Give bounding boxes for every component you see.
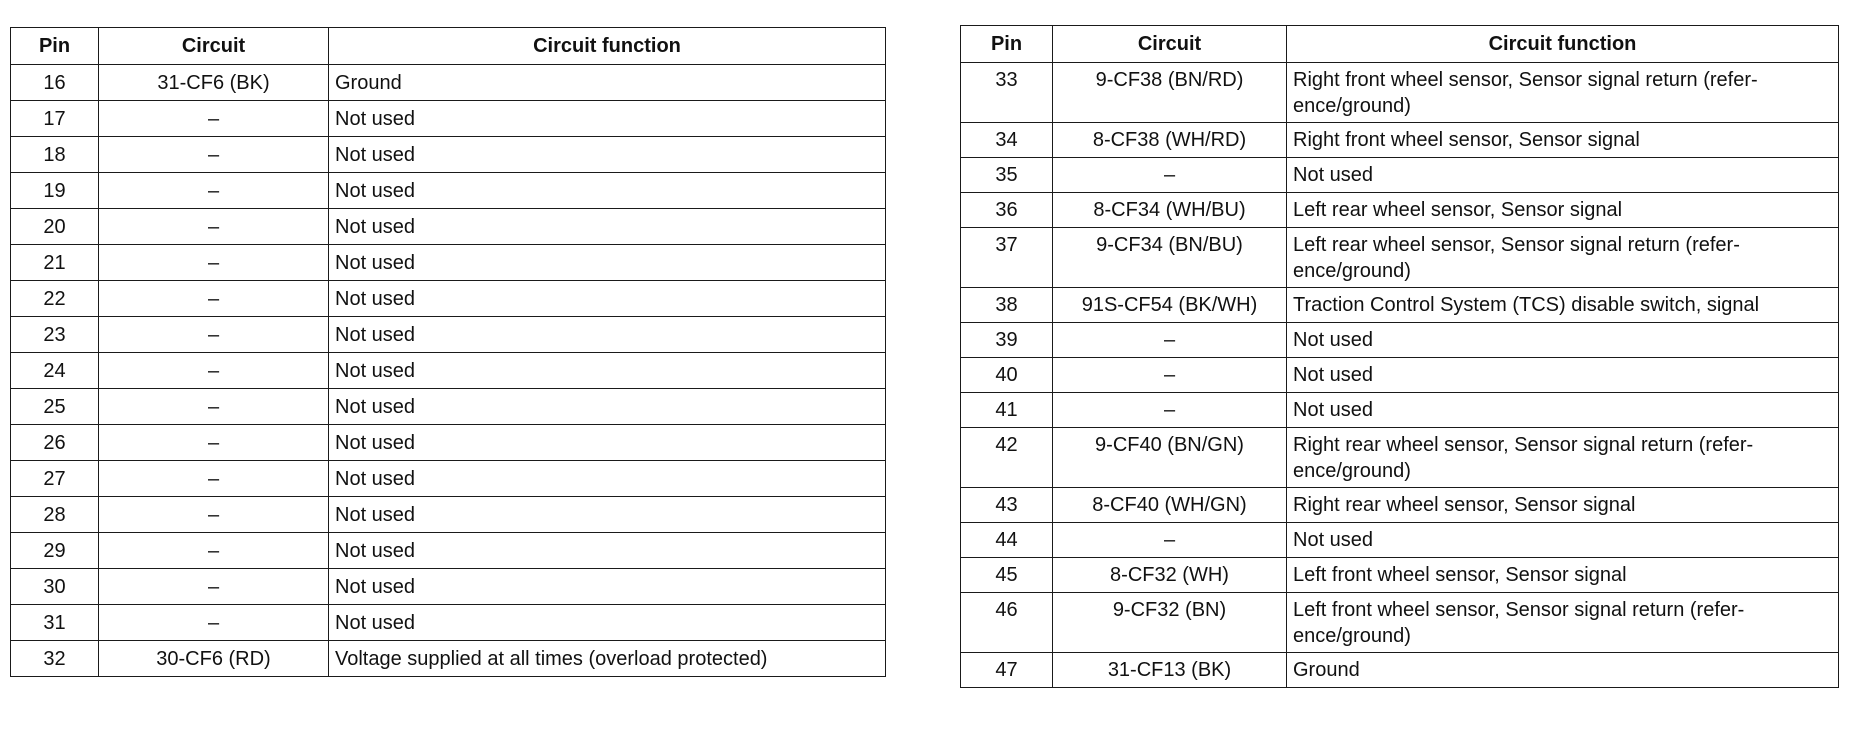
pin-cell: 33	[961, 63, 1053, 123]
table-row	[961, 488, 1839, 523]
circuit-function-cell: Not used	[329, 389, 886, 425]
circuit-cell: 31-CF13 (BK)	[1053, 653, 1287, 688]
pin-cell: 18	[11, 137, 99, 173]
circuit-cell: –	[99, 137, 329, 173]
table-row	[11, 137, 886, 173]
pin-cell: 27	[11, 461, 99, 497]
table-row	[961, 523, 1839, 558]
table-row	[11, 533, 886, 569]
table-row	[961, 193, 1839, 228]
pin-cell: 37	[961, 228, 1053, 288]
table-row	[961, 653, 1839, 688]
circuit-function-cell: Voltage supplied at all times (overload protected)	[329, 641, 886, 677]
table-row	[11, 65, 886, 101]
pin-cell: 29	[11, 533, 99, 569]
circuit-cell: –	[1053, 393, 1287, 428]
table-row	[11, 353, 886, 389]
circuit-function-cell: Not used	[329, 533, 886, 569]
table-row	[961, 323, 1839, 358]
table-row	[11, 389, 886, 425]
header-circuit-function: Circuit function	[329, 28, 886, 65]
pin-cell: 34	[961, 123, 1053, 158]
circuit-function-cell: Not used	[329, 245, 886, 281]
circuit-cell: 8-CF32 (WH)	[1053, 558, 1287, 593]
circuit-function-cell: Not used	[329, 425, 886, 461]
circuit-function-cell: Not used	[1287, 523, 1839, 558]
circuit-cell: –	[99, 209, 329, 245]
pin-cell: 23	[11, 317, 99, 353]
circuit-function-cell: Right rear wheel sensor, Sensor signal return (refer-ence/ground)	[1287, 428, 1839, 488]
circuit-function-cell: Not used	[329, 101, 886, 137]
pin-cell: 22	[11, 281, 99, 317]
circuit-cell: 91S-CF54 (BK/WH)	[1053, 288, 1287, 323]
circuit-cell: –	[1053, 323, 1287, 358]
pin-cell: 19	[11, 173, 99, 209]
table-row	[961, 228, 1839, 288]
circuit-function-cell: Not used	[329, 605, 886, 641]
header-pin: Pin	[961, 26, 1053, 63]
pin-cell: 21	[11, 245, 99, 281]
circuit-function-cell: Ground	[1287, 653, 1839, 688]
circuit-cell: –	[99, 389, 329, 425]
circuit-function-cell: Right rear wheel sensor, Sensor signal	[1287, 488, 1839, 523]
header-circuit: Circuit	[99, 28, 329, 65]
header-circuit-function: Circuit function	[1287, 26, 1839, 63]
pin-cell: 30	[11, 569, 99, 605]
pin-cell: 20	[11, 209, 99, 245]
circuit-cell: –	[99, 281, 329, 317]
circuit-cell: 8-CF34 (WH/BU)	[1053, 193, 1287, 228]
circuit-function-cell: Left rear wheel sensor, Sensor signal	[1287, 193, 1839, 228]
table-row	[11, 317, 886, 353]
circuit-function-cell: Not used	[1287, 158, 1839, 193]
table-row	[11, 569, 886, 605]
circuit-cell: –	[1053, 358, 1287, 393]
circuit-function-cell: Not used	[329, 209, 886, 245]
table-row	[11, 209, 886, 245]
circuit-cell: –	[99, 173, 329, 209]
table-row	[11, 497, 886, 533]
circuit-cell: –	[99, 461, 329, 497]
table-row	[11, 101, 886, 137]
circuit-function-cell: Not used	[1287, 358, 1839, 393]
pin-cell: 44	[961, 523, 1053, 558]
pin-cell: 36	[961, 193, 1053, 228]
circuit-cell: –	[99, 569, 329, 605]
pin-cell: 42	[961, 428, 1053, 488]
circuit-cell: 9-CF38 (BN/RD)	[1053, 63, 1287, 123]
header-pin: Pin	[11, 28, 99, 65]
pin-cell: 24	[11, 353, 99, 389]
pin-table-right	[960, 25, 1839, 688]
pin-cell: 43	[961, 488, 1053, 523]
table-row	[961, 123, 1839, 158]
circuit-cell: –	[99, 533, 329, 569]
circuit-function-cell: Not used	[329, 281, 886, 317]
pin-cell: 41	[961, 393, 1053, 428]
pin-cell: 26	[11, 425, 99, 461]
pin-table-left	[10, 27, 886, 677]
table-header-row	[11, 28, 886, 65]
circuit-cell: 9-CF40 (BN/GN)	[1053, 428, 1287, 488]
table-row	[961, 63, 1839, 123]
circuit-cell: –	[99, 605, 329, 641]
pin-cell: 31	[11, 605, 99, 641]
circuit-cell: –	[99, 245, 329, 281]
circuit-function-cell: Traction Control System (TCS) disable switch, signal	[1287, 288, 1839, 323]
circuit-cell: 8-CF38 (WH/RD)	[1053, 123, 1287, 158]
circuit-function-cell: Not used	[1287, 323, 1839, 358]
table-header-row	[961, 26, 1839, 63]
circuit-function-cell: Ground	[329, 65, 886, 101]
table-row	[11, 641, 886, 677]
circuit-function-cell: Left front wheel sensor, Sensor signal	[1287, 558, 1839, 593]
header-circuit: Circuit	[1053, 26, 1287, 63]
circuit-function-cell: Not used	[329, 173, 886, 209]
circuit-cell: –	[1053, 158, 1287, 193]
circuit-function-cell: Left front wheel sensor, Sensor signal return (refer-ence/ground)	[1287, 593, 1839, 653]
table-row	[11, 425, 886, 461]
circuit-cell: –	[99, 317, 329, 353]
circuit-cell: 9-CF34 (BN/BU)	[1053, 228, 1287, 288]
pin-cell: 46	[961, 593, 1053, 653]
pin-cell: 45	[961, 558, 1053, 593]
table-row	[11, 245, 886, 281]
circuit-cell: 9-CF32 (BN)	[1053, 593, 1287, 653]
circuit-function-cell: Not used	[329, 317, 886, 353]
pin-cell: 40	[961, 358, 1053, 393]
circuit-cell: –	[99, 425, 329, 461]
table-row	[961, 288, 1839, 323]
pin-cell: 38	[961, 288, 1053, 323]
circuit-cell: 31-CF6 (BK)	[99, 65, 329, 101]
table-row	[11, 461, 886, 497]
pin-cell: 16	[11, 65, 99, 101]
circuit-cell: 8-CF40 (WH/GN)	[1053, 488, 1287, 523]
circuit-cell: –	[99, 101, 329, 137]
table-row	[11, 281, 886, 317]
pin-cell: 17	[11, 101, 99, 137]
circuit-cell: –	[1053, 523, 1287, 558]
circuit-cell: –	[99, 497, 329, 533]
pin-cell: 28	[11, 497, 99, 533]
table-row	[961, 593, 1839, 653]
circuit-cell: 30-CF6 (RD)	[99, 641, 329, 677]
circuit-function-cell: Not used	[1287, 393, 1839, 428]
table-row	[11, 605, 886, 641]
table-row	[11, 173, 886, 209]
circuit-function-cell: Not used	[329, 137, 886, 173]
circuit-function-cell: Right front wheel sensor, Sensor signal	[1287, 123, 1839, 158]
circuit-function-cell: Not used	[329, 461, 886, 497]
pin-cell: 35	[961, 158, 1053, 193]
circuit-function-cell: Not used	[329, 497, 886, 533]
pin-cell: 47	[961, 653, 1053, 688]
table-row	[961, 393, 1839, 428]
pin-cell: 32	[11, 641, 99, 677]
circuit-cell: –	[99, 353, 329, 389]
pin-cell: 25	[11, 389, 99, 425]
table-row	[961, 358, 1839, 393]
circuit-function-cell: Left rear wheel sensor, Sensor signal return (refer-ence/ground)	[1287, 228, 1839, 288]
circuit-function-cell: Right front wheel sensor, Sensor signal return (refer-ence/ground)	[1287, 63, 1839, 123]
circuit-function-cell: Not used	[329, 353, 886, 389]
circuit-function-cell: Not used	[329, 569, 886, 605]
table-row	[961, 428, 1839, 488]
pin-cell: 39	[961, 323, 1053, 358]
table-row	[961, 558, 1839, 593]
table-row	[961, 158, 1839, 193]
